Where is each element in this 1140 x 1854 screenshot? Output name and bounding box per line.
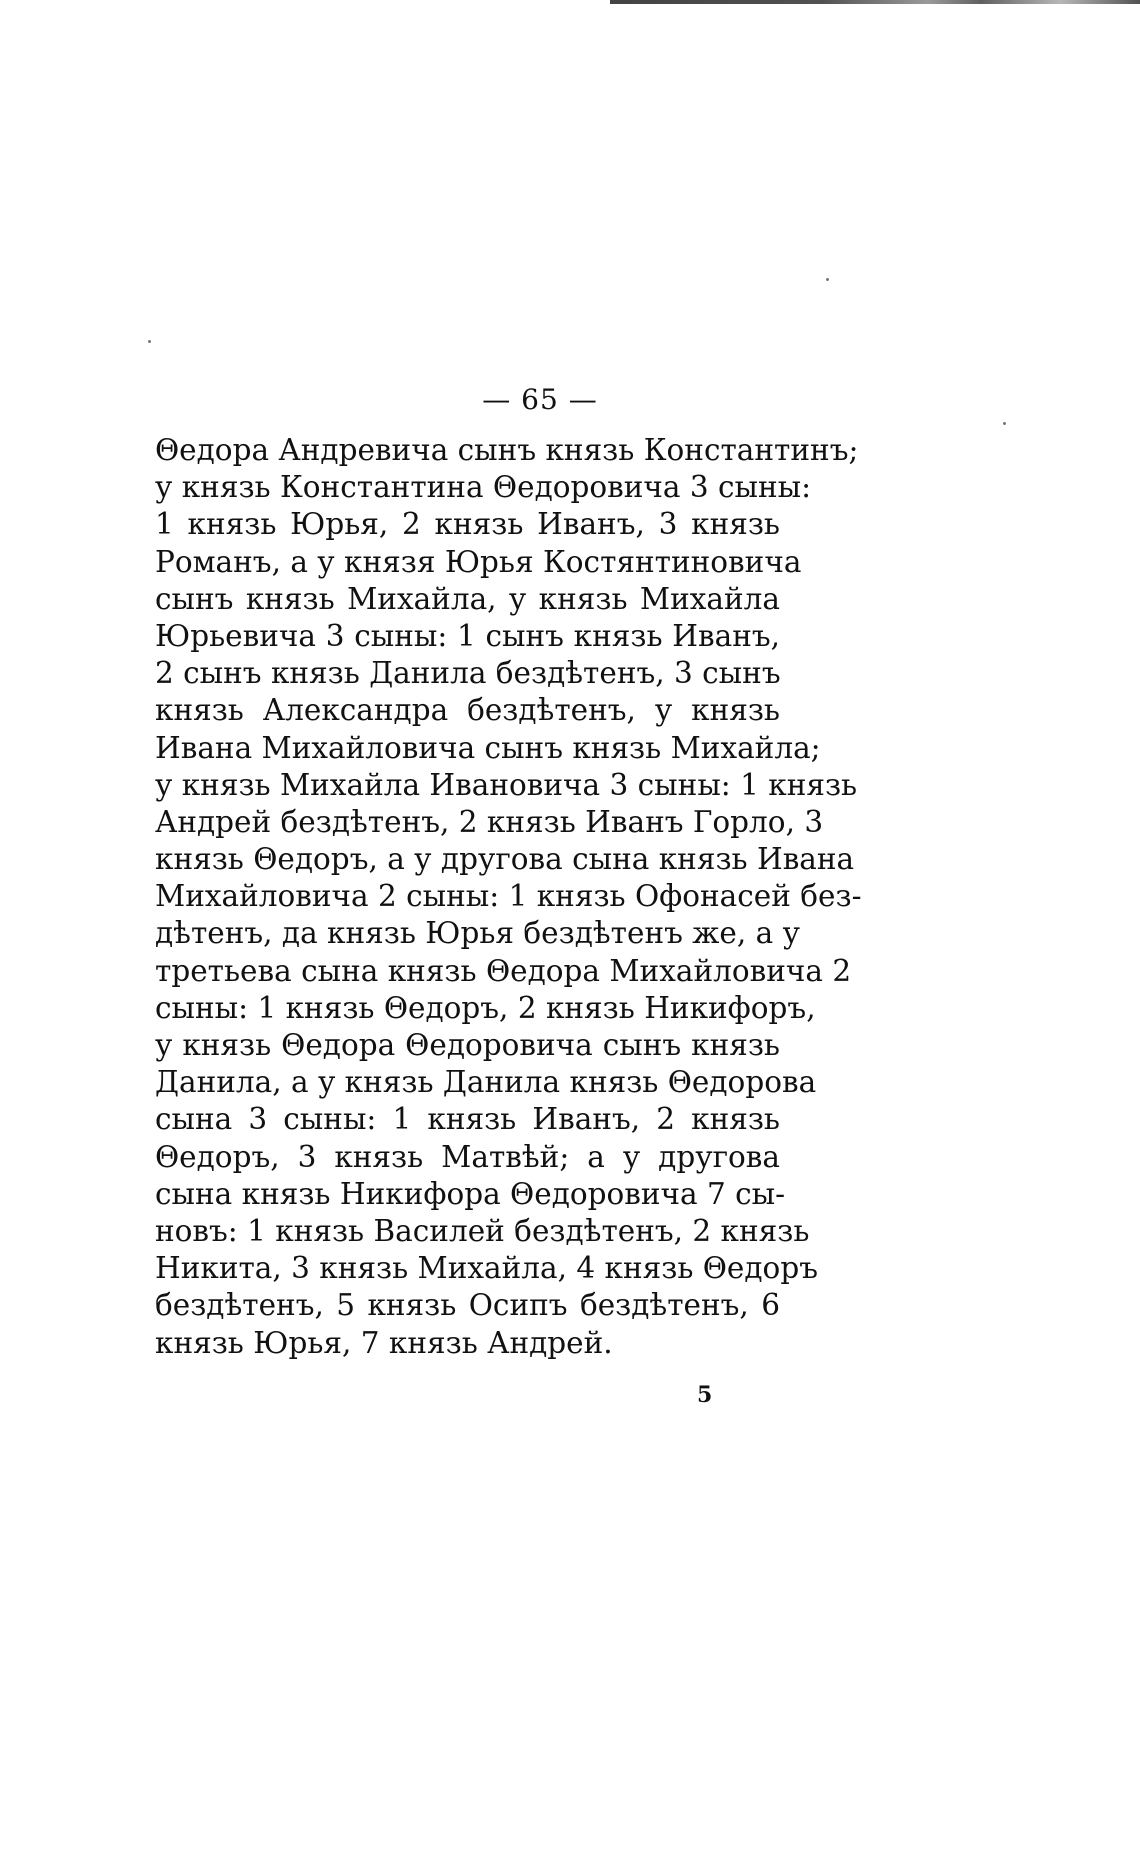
text-line: Ивана Михайловича сынъ князь Михайла; [155, 730, 821, 765]
text-line: Михайловича 2 сыны: 1 князь Офонасей без- [155, 879, 862, 914]
text-line: Θедоръ, 3 князь Матвѣй; а у другова [155, 1139, 780, 1174]
text-line: князь Θедоръ, а у другова сына князь Ивана [155, 842, 855, 877]
text-line: князь Александра бездѣтенъ, у князь [155, 693, 780, 728]
paper-speck [148, 340, 151, 343]
page-edge-scan-artifact [610, 0, 1140, 4]
text-line: новъ: 1 князь Василей бездѣтенъ, 2 князь [155, 1213, 810, 1248]
text-line: сына 3 сыны: 1 князь Иванъ, 2 князь [155, 1102, 780, 1137]
text-line: Никита, 3 князь Михайла, 4 князь Θедоръ [155, 1251, 818, 1286]
text-line: у князь Θедора Θедоровича сынъ князь [155, 1028, 780, 1062]
text-line: у князь Константина Θедоровича 3 сыны: [155, 470, 812, 505]
text-line: 1 князь Юрья, 2 князь Иванъ, 3 князь [155, 507, 780, 542]
body-text [155, 432, 862, 1362]
text-line: князь Юрья, 7 князь Андрей. [155, 1325, 613, 1360]
text-line: сыны: 1 князь Θедоръ, 2 князь Никифоръ, [155, 990, 816, 1025]
text-line: 2 сынъ князь Данила бездѣтенъ, 3 сынъ [155, 656, 781, 691]
text-line: Данила, а у князь Данила князь Θедорова [155, 1065, 817, 1100]
text-line: дѣтенъ, да князь Юрья бездѣтенъ же, а у [155, 916, 800, 951]
text-line: у князь Михайла Ивановича 3 сыны: 1 князь [155, 767, 858, 802]
text-line: сынъ князь Михайла, у князь Михайла [155, 581, 780, 616]
text-line: Юрьевича 3 сыны: 1 сынъ князь Иванъ, [155, 618, 780, 653]
paper-speck [1003, 422, 1006, 425]
text-line: Θедора Андревича сынъ князь Константинъ; [155, 433, 859, 467]
text-line: бездѣтенъ, 5 князь Осипъ бездѣтенъ, 6 [155, 1288, 780, 1323]
text-line: Романъ, а у князя Юрья Костянтиновича [155, 544, 802, 579]
text-line: третьева сына князь Θедора Михайловича 2 [155, 953, 852, 988]
paper-speck [826, 278, 829, 281]
text-line: сына князь Никифора Θедоровича 7 сы- [155, 1176, 786, 1211]
text-line: Андрей бездѣтенъ, 2 князь Иванъ Горло, 3 [155, 804, 824, 839]
signature-mark: 5 [697, 1382, 713, 1408]
page-number: — 65 — [482, 383, 598, 416]
